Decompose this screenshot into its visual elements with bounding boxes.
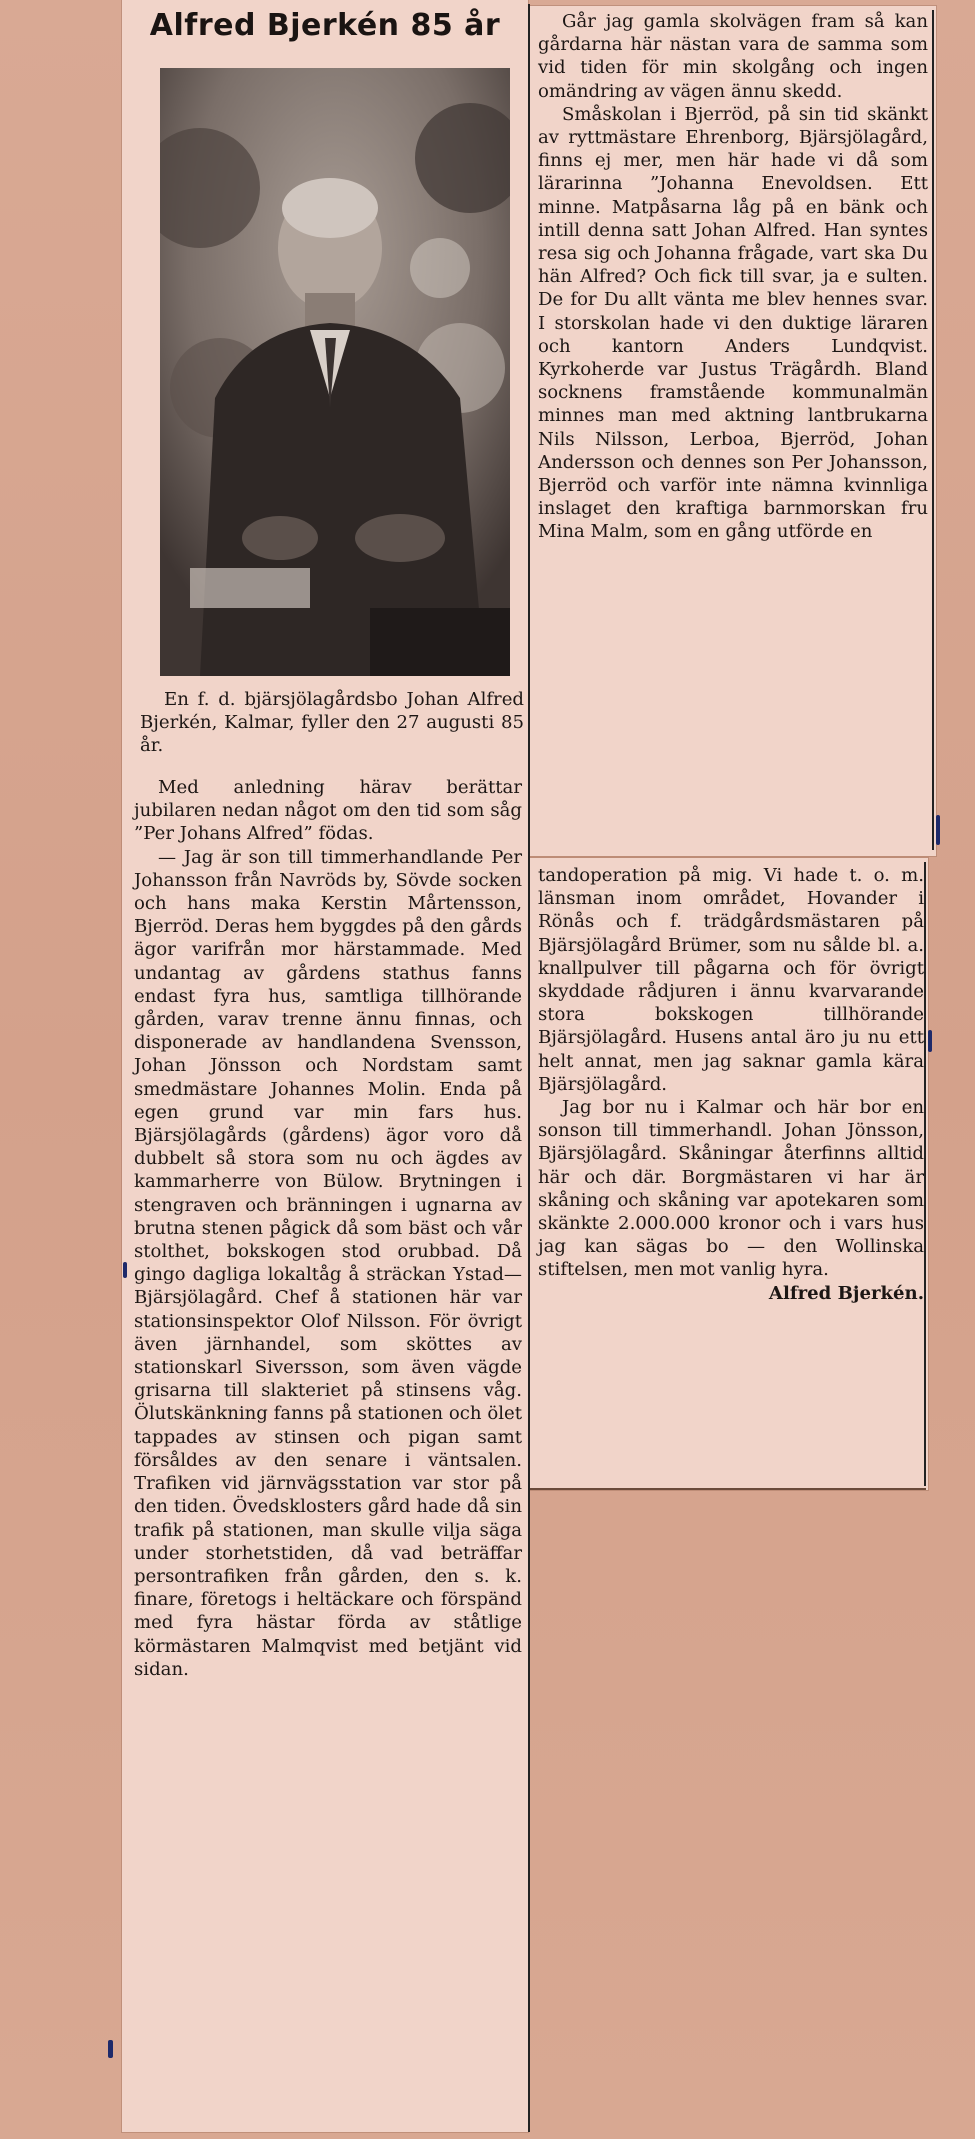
caption-text: En f. d. bjärsjölagårdsbo Johan Alfred Bjerkén, Kalmar, fyller den 27 augusti 85 år.	[140, 689, 524, 757]
clip-edge-bottom	[530, 1488, 926, 1490]
signature: Alfred Bjerkén.	[768, 1282, 924, 1304]
photo-caption	[140, 688, 524, 758]
column-rule-center	[528, 4, 530, 2132]
body-right-top-column	[538, 10, 928, 544]
ink-mark	[928, 1030, 932, 1052]
column-rule-right-top	[932, 10, 934, 850]
ink-mark	[123, 1262, 127, 1278]
paragraph-kalmar-text: Jag bor nu i Kalmar och här bor en sonson till timmerhandl. Johan Jönsson, Bjärsjölagård. Skåningar återfinns alltid här och där. Borgmästaren vi har är skåning och skåning var apotekaren som skänkte 2.000.000 kronor och i vars hus jag kan sägas bo — den Wollinska stiftelsen, men mot vanlig hyra.	[538, 1097, 924, 1281]
paragraph-intro: Med anledning härav berättar jubilaren nedan något om den tid som såg ”Per Johans Alfred” födas.	[134, 777, 522, 845]
body-right-bottom-column	[538, 864, 924, 1305]
headline: Alfred Bjerkén 85 år	[149, 8, 501, 43]
paragraph-childhood: — Jag är son till timmerhandlande Per Johansson från Navröds by, Sövde socken och hans maka Kerstin Mårtensson, Bjerröd. Deras hem byggdes på den gårds ägor varifrån mor härstammade. Med undantag av gårdens stathus fanns endast fyra hus, samtliga tillhörande gården, varav trenne ännu finnas, och disponerade av handlandena Svensson, Johan Jönsson och Nordstam samt smedmästare Johannes Molin. Enda på egen grund var min fars hus. Bjärsjölagårds (gårdens) ägor voro då dubbelt så stora som nu och ägdes av kammarherre von Bülow. Brytningen i stengraven och bränningen i ugnarna av brutna stenen pågick då som bäst och vår stolthet, bokskogen stod orubbad. Då gingo dagliga lokaltåg å sträckan Ystad—Bjärsjölagård. Chef å stationen här var stationsinspektor Olof Nilsson. För övrigt även järnhandel, som sköttes av stationskarl Siversson, som även vägde grisarna till slakteriet på stinsens våg. Ölutskänkning fanns på stationen och ölet tappades av stinsen och pigan samt försåldes av den senare i väntsalen. Trafiken vid järnvägsstation var stor på den tiden. Övedsklosters gård hade då sin trafik på stationen, man skulle vilja säga under storhetstiden, då vad beträffar persontrafiken från gården, den s. k. finare, företogs i heltäckare och förspänd med fyra hästar förda av ståtlige körmästaren Malmqvist med betjänt vid sidan.	[134, 846, 522, 1680]
portrait-photo	[160, 68, 510, 676]
paragraph-kalmar	[538, 1096, 924, 1304]
paragraph-school: Småskolan i Bjerröd, på sin tid skänkt av ryttmästare Ehrenborg, Bjärsjölagård, finns ej mer, men här hade vi då som lärarinna ”Johanna Enevoldsen. Ett minne. Matpåsarna låg på en bänk och intill denna satt Johan Alfred. Han syntes resa sig och Johanna frågade, vart ska Du hän Alfred? Och fick till svar, ja e sulten. De for Du allt vänta me blev hennes svar. I storskolan hade vi den duktige läraren och kantorn Anders Lundqvist. Kyrkoherde var Justus Trägårdh. Bland socknens framstående kommunalmän minnes man med aktning lantbrukarna Nils Nilsson, Lerboa, Bjerröd, Johan Andersson och dennes son Per Johansson, Bjerröd och varför inte nämna kvinnliga inslaget den kraftiga barnmorskan fru Mina Malm, som en gång utförde en	[538, 103, 928, 543]
ink-mark	[936, 815, 940, 845]
paragraph-schoolroad: Går jag gamla skolvägen fram så kan gårdarna här nästan vara de samma som vid tiden för min skolgång och ingen omändring av vägen ännu skedd.	[538, 11, 928, 102]
column-rule-right-bottom	[924, 862, 926, 1486]
body-left-column	[134, 776, 522, 1681]
portrait-image	[160, 68, 510, 676]
paragraph-continuation: tandoperation på mig. Vi hade t. o. m. länsman inom området, Hovander i Rönås och f. trädgårdsmästaren på Bjärsjölagård Brümer, som nu sålde bl. a. knallpulver till pågarna och för övrigt skyddade rådjuren i ännu kvarvarande stora bokskogen tillhörande Bjärsjölagård. Husens antal äro ju nu ett helt annat, men jag saknar gamla kära Bjärsjölagård.	[538, 865, 924, 1095]
ink-mark	[108, 2040, 113, 2058]
